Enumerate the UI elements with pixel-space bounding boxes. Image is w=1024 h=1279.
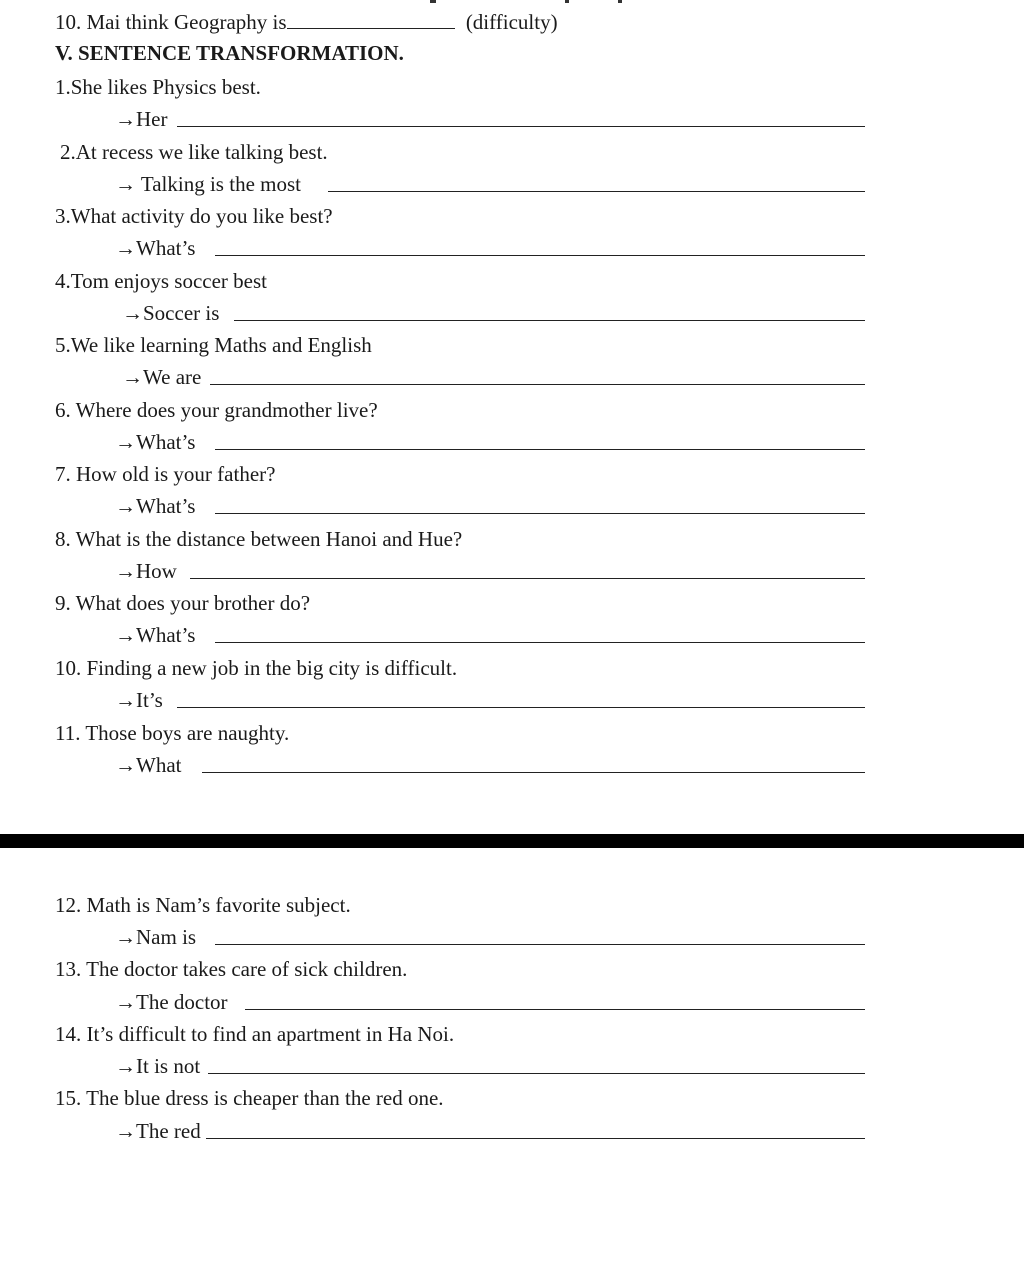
answer-start: →What: [115, 753, 182, 777]
answer-start: →How: [115, 559, 177, 583]
top-question-blank: [287, 8, 455, 29]
question-prompt: 6. Where does your grandmother live?: [55, 398, 378, 422]
cutoff-text-fragment: [430, 0, 436, 3]
answer-start: →Nam is: [115, 925, 197, 949]
question-prompt: 15. The blue dress is cheaper than the red one.: [55, 1086, 444, 1110]
question-prompt: 10. Finding a new job in the big city is difficult.: [55, 656, 458, 680]
top-question-text: 10. Mai think Geography is: [55, 10, 287, 34]
answer-blank[interactable]: [328, 191, 865, 192]
answer-blank[interactable]: [234, 320, 865, 321]
answer-start: →What’s: [115, 494, 196, 518]
question-prompt: 7. How old is your father?: [55, 462, 276, 486]
question-prompt: 2.At recess we like talking best.: [60, 140, 328, 164]
answer-blank[interactable]: [245, 1009, 865, 1010]
answer-start: →The doctor: [115, 990, 228, 1014]
answer-blank[interactable]: [215, 255, 865, 256]
page-divider: [0, 834, 1024, 848]
answer-blank[interactable]: [208, 1073, 865, 1074]
answer-start: →The red: [115, 1119, 201, 1143]
answer-blank[interactable]: [177, 126, 865, 127]
question-prompt: 13. The doctor takes care of sick children.: [55, 957, 408, 981]
answer-start: →Her: [115, 107, 168, 131]
answer-blank[interactable]: [206, 1138, 865, 1139]
question-prompt: 12. Math is Nam’s favorite subject.: [55, 893, 351, 917]
answer-blank[interactable]: [215, 449, 865, 450]
answer-start: → Talking is the most: [115, 172, 301, 196]
answer-start: →What’s: [115, 236, 196, 260]
question-prompt: 5.We like learning Maths and English: [55, 333, 372, 357]
answer-start: →What’s: [115, 430, 196, 454]
answer-start: →We are: [122, 365, 202, 389]
answer-start: →It is not: [115, 1054, 201, 1078]
cutoff-text-fragment: [565, 0, 569, 3]
answer-blank[interactable]: [215, 944, 865, 945]
answer-blank[interactable]: [210, 384, 865, 385]
cutoff-text-fragment: [618, 0, 622, 3]
question-prompt: 4.Tom enjoys soccer best: [55, 269, 267, 293]
section-title: V. SENTENCE TRANSFORMATION.: [55, 41, 404, 65]
answer-blank[interactable]: [202, 772, 865, 773]
answer-blank[interactable]: [190, 578, 865, 579]
answer-start: →Soccer is: [122, 301, 220, 325]
question-prompt: 3.What activity do you like best?: [55, 204, 333, 228]
answer-blank[interactable]: [215, 513, 865, 514]
question-prompt: 1.She likes Physics best.: [55, 75, 261, 99]
question-prompt: 8. What is the distance between Hanoi and Hue?: [55, 527, 463, 551]
top-question: [55, 8, 558, 35]
answer-start: →What’s: [115, 623, 196, 647]
question-prompt: 14. It’s difficult to find an apartment in Ha Noi.: [55, 1022, 455, 1046]
answer-blank[interactable]: [215, 642, 865, 643]
answer-blank[interactable]: [177, 707, 865, 708]
top-question-hint: (difficulty): [465, 10, 558, 34]
question-prompt: 9. What does your brother do?: [55, 591, 311, 615]
question-prompt: 11. Those boys are naughty.: [55, 721, 290, 745]
answer-start: →It’s: [115, 688, 163, 712]
